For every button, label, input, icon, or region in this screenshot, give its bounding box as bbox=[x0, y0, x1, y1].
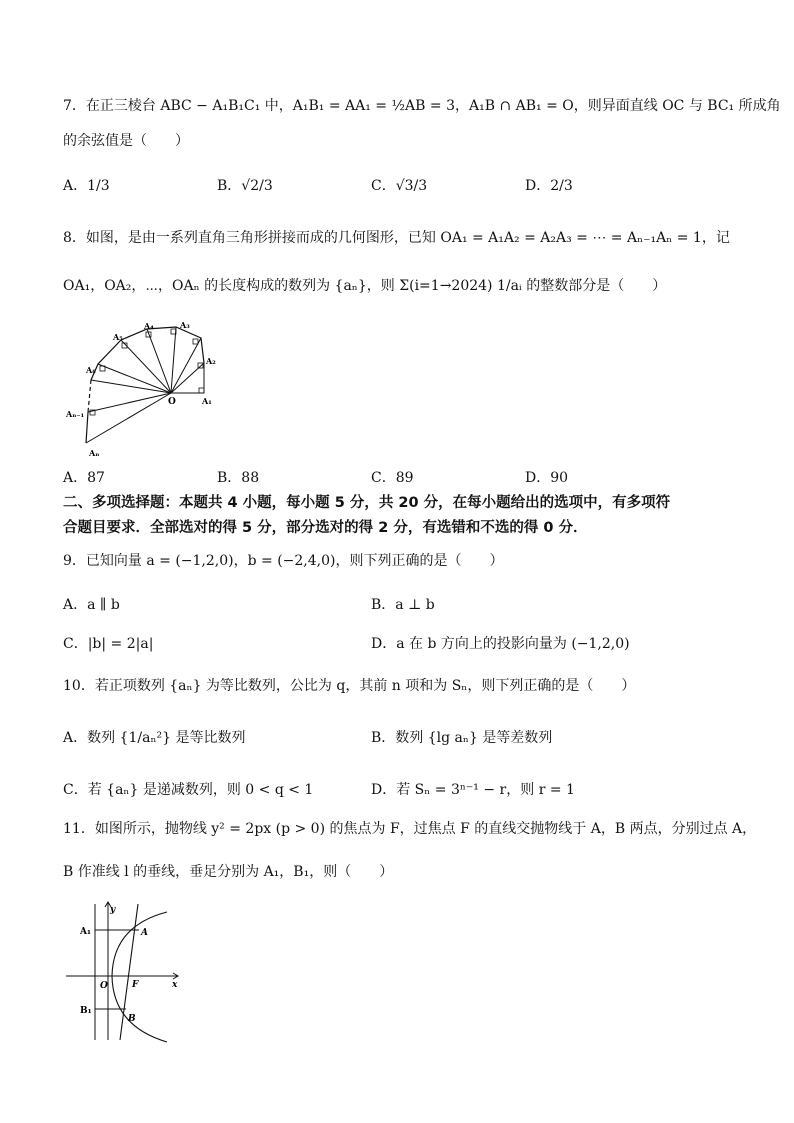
q7-option-a: A．1/3 bbox=[63, 178, 110, 194]
label-o: O bbox=[100, 981, 108, 991]
q9-option-c: C．|b| = 2|a| bbox=[63, 636, 154, 652]
label-a2: A₂ bbox=[206, 356, 216, 366]
q9-option-a: A．a ∥ b bbox=[63, 597, 120, 613]
label-a1: A₁ bbox=[202, 396, 212, 406]
q8-stem-line2: OA₁，OA₂，⋯，OAₙ 的长度构成的数列为 {aₙ}，则 Σ(i=1→2024) 1/aᵢ 的整数部分是（ ） bbox=[63, 278, 667, 294]
q7-option-c: C．√3/3 bbox=[371, 178, 428, 194]
label-y: y bbox=[110, 905, 116, 915]
section2-heading-line2: 合题目要求．全部选对的得 5 分，部分选对的得 2 分，有选错和不选的得 0 分． bbox=[63, 520, 588, 536]
section2-heading-line1: 二、多项选择题：本题共 4 小题，每小题 5 分，共 20 分，在每小题给出的选项中，有多项符 bbox=[63, 495, 671, 511]
parabola-figure bbox=[62, 896, 192, 1046]
label-a1: A₁ bbox=[80, 927, 91, 937]
label-o: O bbox=[168, 397, 176, 407]
label-a5: A₅ bbox=[113, 332, 123, 342]
label-a: A bbox=[141, 928, 148, 938]
q7-stem-line2: 的余弦值是（ ） bbox=[63, 133, 189, 149]
q10-option-d: D．若 Sₙ = 3ⁿ⁻¹ − r，则 r = 1 bbox=[371, 782, 575, 798]
label-a4: A₄ bbox=[144, 321, 154, 331]
q11-stem-line2: B 作准线 l 的垂线，垂足分别为 A₁，B₁，则（ ） bbox=[63, 864, 394, 880]
q10-stem: 10．若正项数列 {aₙ} 为等比数列，公比为 q，其前 n 项和为 Sₙ，则下列正确的是（ ） bbox=[63, 678, 636, 694]
label-a3: A₃ bbox=[180, 320, 190, 330]
label-b: B bbox=[128, 1014, 136, 1024]
label-b1: B₁ bbox=[80, 1006, 92, 1016]
label-f: F bbox=[132, 980, 139, 990]
q10-option-c: C．若 {aₙ} 是递减数列，则 0 < q < 1 bbox=[63, 782, 314, 798]
q9-stem: 9．已知向量 a = (−1,2,0)，b = (−2,4,0)，则下列正确的是（ ） bbox=[63, 553, 504, 569]
q9-option-d: D．a 在 b 方向上的投影向量为 (−1,2,0) bbox=[371, 636, 630, 652]
q8-option-b: B．88 bbox=[217, 470, 260, 486]
q8-option-c: C．89 bbox=[371, 470, 414, 486]
q8-option-d: D．90 bbox=[525, 470, 569, 486]
q7-option-d: D．2/3 bbox=[525, 178, 573, 194]
label-a6: A₆ bbox=[86, 365, 96, 375]
q8-option-a: A．87 bbox=[63, 470, 105, 486]
q9-option-b: B．a ⊥ b bbox=[371, 597, 435, 613]
label-an-minus-1: Aₙ₋₁ bbox=[66, 409, 85, 419]
q11-stem-line1: 11．如图所示，抛物线 y² = 2px (p > 0) 的焦点为 F，过焦点 F 的直线交抛物线于 A，B 两点，分别过点 A， bbox=[63, 821, 757, 837]
q7-option-b: B．√2/3 bbox=[217, 178, 273, 194]
label-x: x bbox=[172, 980, 178, 990]
q10-option-b: B．数列 {lg aₙ} 是等差数列 bbox=[371, 730, 553, 746]
spiral-triangles-figure bbox=[60, 318, 230, 463]
q10-option-a: A．数列 {1/aₙ²} 是等比数列 bbox=[63, 730, 246, 746]
label-an: Aₙ bbox=[89, 448, 100, 458]
q8-stem-line1: 8．如图，是由一系列直角三角形拼接而成的几何图形，已知 OA₁ = A₁A₂ = A₂A₃ = ⋯ = Aₙ₋₁Aₙ = 1，记 bbox=[63, 230, 730, 246]
q7-stem-line1: 7．在正三棱台 ABC − A₁B₁C₁ 中，A₁B₁ = AA₁ = ½AB = 3，A₁B ∩ AB₁ = O，则异面直线 OC 与 BC₁ 所成角 bbox=[63, 98, 781, 114]
